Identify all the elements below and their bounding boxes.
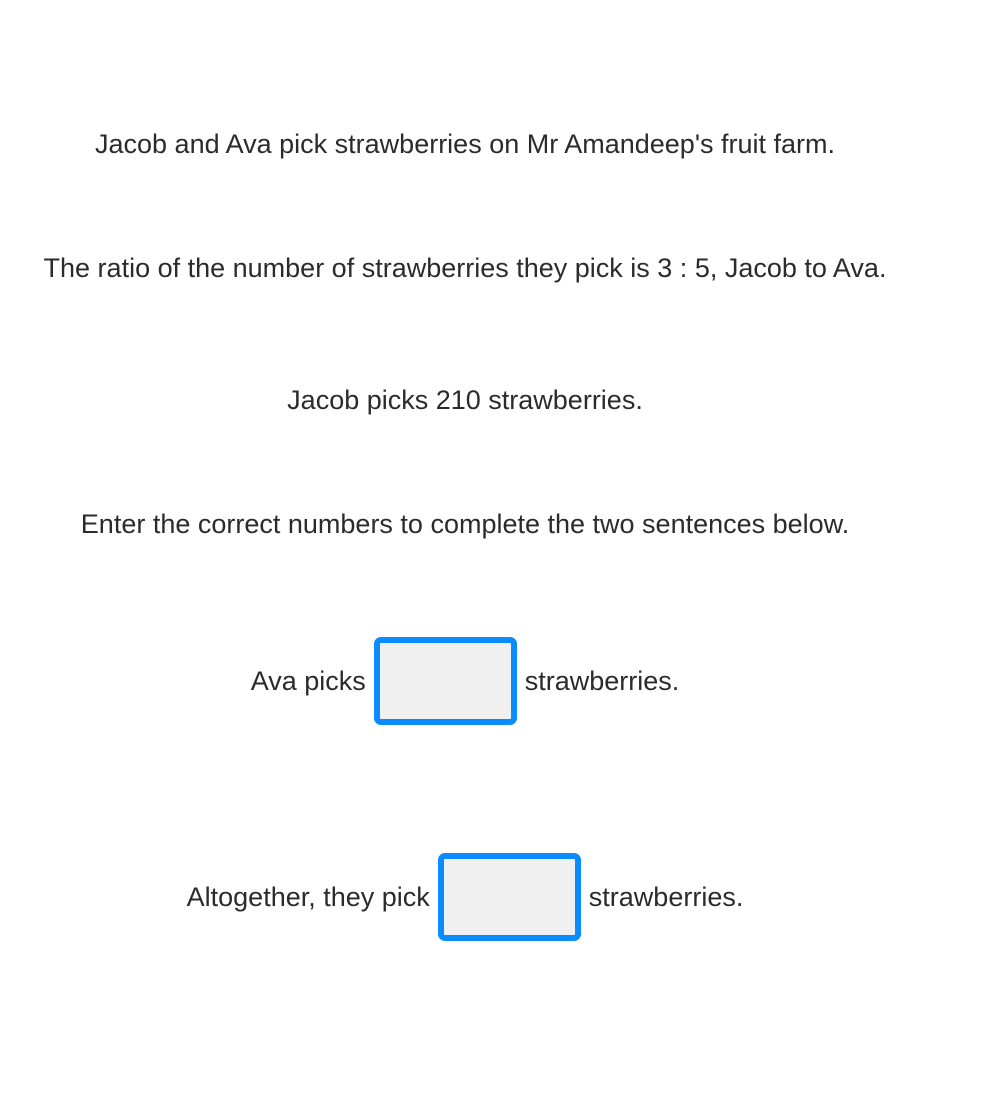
instruction-text: Enter the correct numbers to complete the two sentences below. [80,509,850,539]
total-sentence-prefix: Altogether, they pick [186,881,430,912]
ava-answer-sentence [0,637,930,725]
jacob-count-text: Jacob picks 210 strawberries. [287,385,643,415]
total-answer-sentence [0,853,930,941]
total-answer-input[interactable] [438,853,581,941]
intro-text: Jacob and Ava pick strawberries on Mr Amandeep's fruit farm. [95,129,835,159]
ava-answer-input[interactable] [374,637,517,725]
total-sentence-suffix: strawberries. [588,881,744,912]
ratio-text: The ratio of the number of strawberries they pick is 3 : 5, Jacob to Ava. [43,253,887,283]
ava-sentence-suffix: strawberries. [524,665,680,696]
ava-sentence-prefix: Ava picks [250,665,366,696]
